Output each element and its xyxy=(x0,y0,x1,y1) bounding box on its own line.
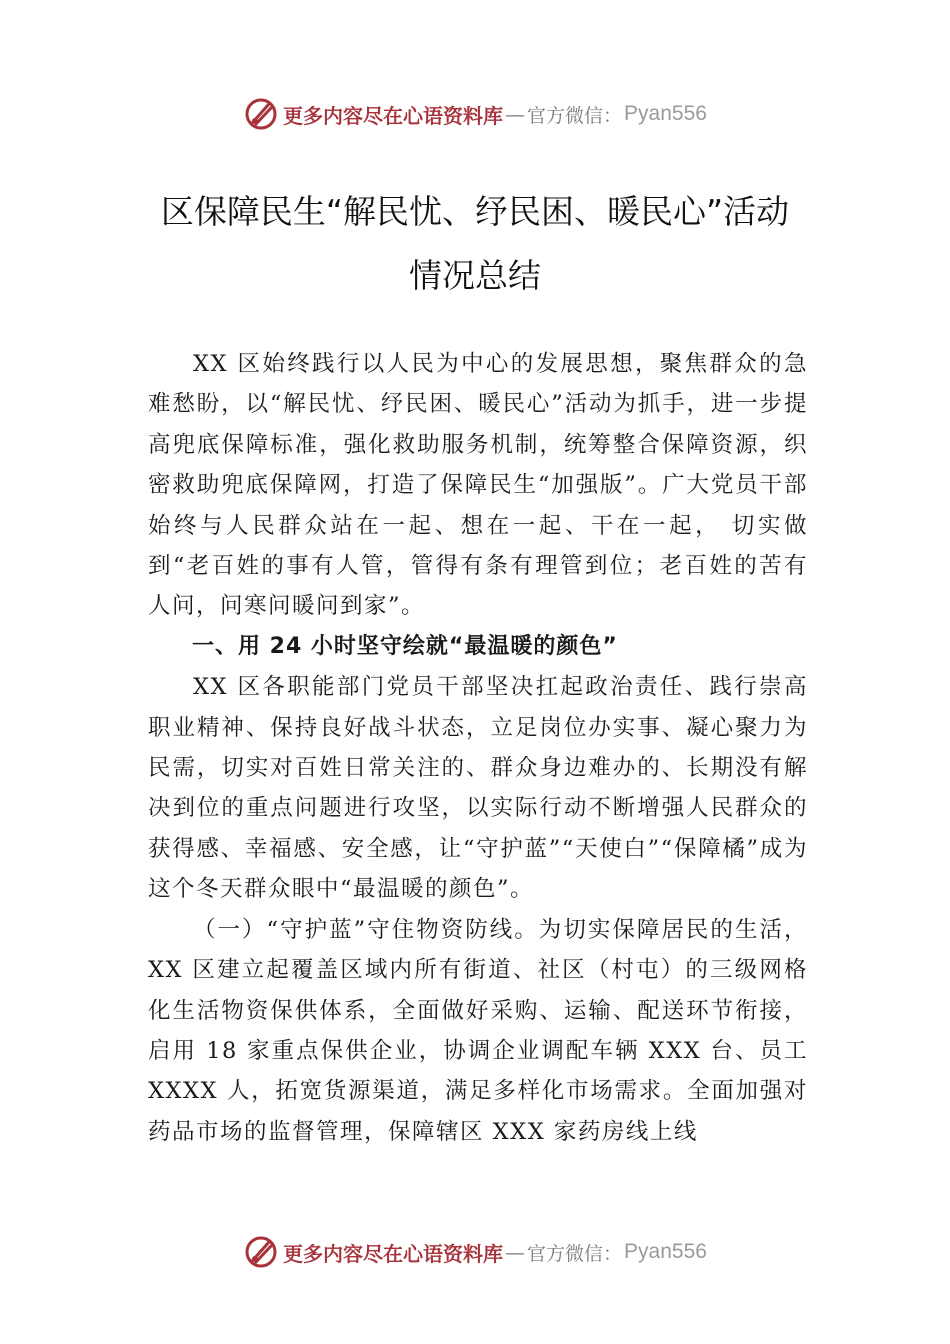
body-paragraph: XX 区各职能部门党员干部坚决扛起政治责任、践行崇高职业精神、保持良好战斗状态，立足岗位办实事、凝心聚力为民需，切实对百姓日常关注的、群众身边难办的、长期没有解决到位的重点问题进行攻坚，以实际行动不断增强人民群众的获得感、幸福感、安全感，让“守护蓝”“天使白”“保障橘”成为这个冬天群众眼中“最温暖的颜色”。 xyxy=(148,674,808,903)
banner-wechat-id: Pyan556 xyxy=(624,102,707,125)
banner-separator: — xyxy=(505,102,526,126)
banner-wechat-label: 官方微信： xyxy=(527,104,623,127)
section-heading: 一、用 24 小时坚守绘就“最温暖的颜色” xyxy=(192,633,618,659)
brush-logo-icon xyxy=(243,96,279,132)
body-paragraph: XX 区始终践行以人民为中心的发展思想，聚焦群众的急难愁盼，以“解民忧、纾民困、暖民心”活动为抓手，进一步提高兜底保障标准，强化救助服务机制，统筹整合保障资源，织密救助兜底保障网，打造了保障民生“加强版”。广大党员干部始终与人民群众站在一起、想在一起、干在一起， 切实做到“老百姓的事有人管，管得有条有理管到位；老百姓的苦有人问，问寒问暖问到家”。 xyxy=(148,351,808,620)
header-watermark-banner xyxy=(0,94,950,134)
banner-wechat-id: Pyan556 xyxy=(624,1240,707,1263)
document-title: 区保障民生“解民忧、纾民困、暖民心”活动情况总结 xyxy=(160,192,790,295)
footer-watermark-banner xyxy=(0,1232,950,1272)
banner-separator: — xyxy=(505,1240,526,1264)
brush-logo-icon xyxy=(243,1234,279,1270)
banner-brand-text: 更多内容尽在心语资料库 xyxy=(283,103,504,128)
body-paragraph: （一）“守护蓝”守住物资防线。为切实保障居民的生活， XX 区建立起覆盖区域内所有街道、社区（村屯）的三级网格化生活物资保供体系，全面做好采购、运输、配送环节衔接，启用 18 家重点保供企业，协调企业调配车辆 XXX 台、员工 XXXX 人，拓宽货源渠道，满足多样化市场需求。全面加强对药品市场的监督管理，保障辖区 XXX 家药房线上线 xyxy=(148,916,808,1145)
banner-brand-text: 更多内容尽在心语资料库 xyxy=(283,1241,504,1266)
banner-wechat-label: 官方微信： xyxy=(527,1242,623,1265)
document-body xyxy=(148,344,808,1152)
